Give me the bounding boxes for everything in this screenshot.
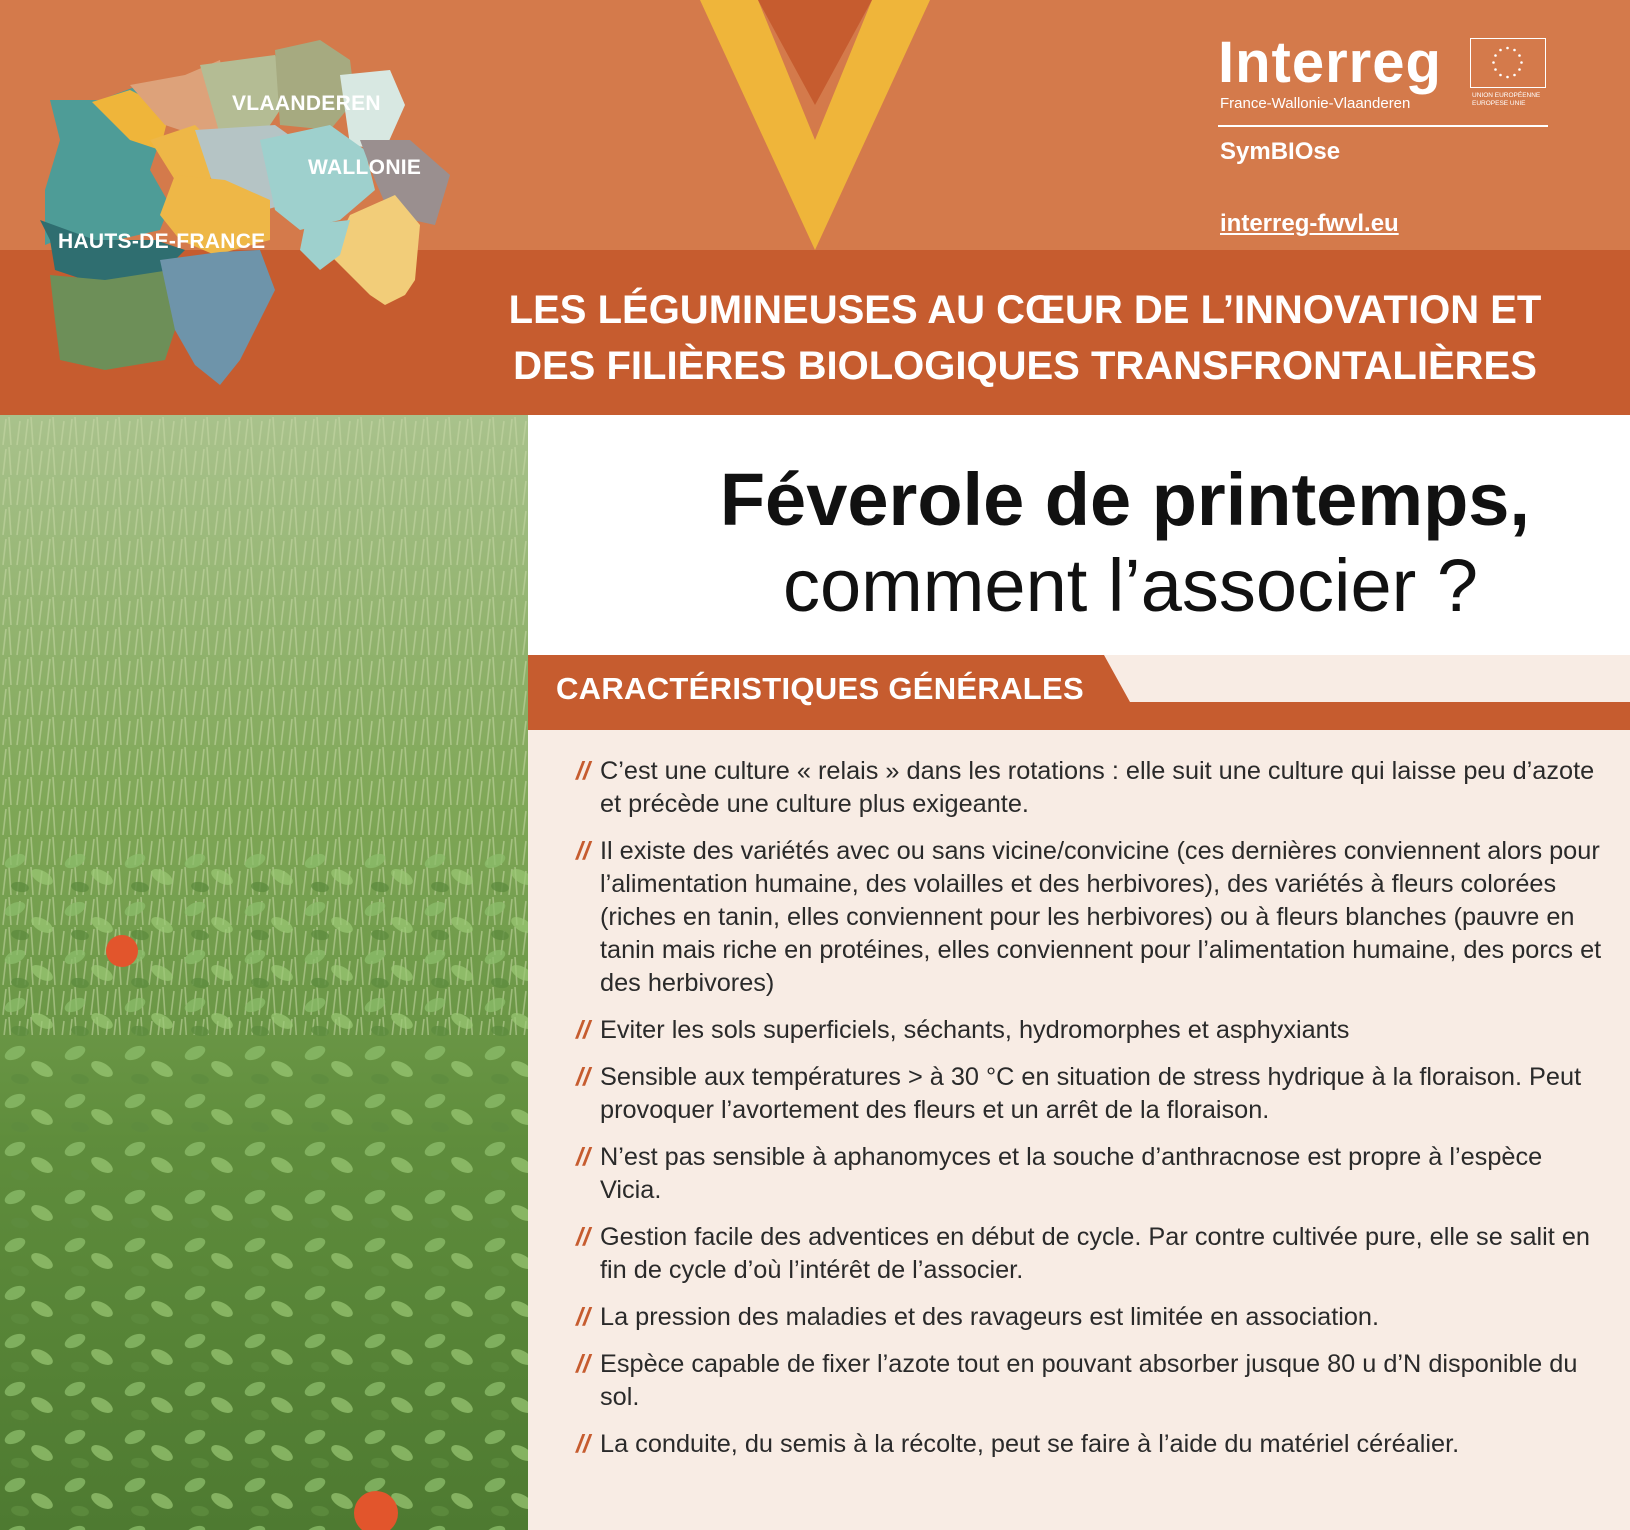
- list-item: [576, 1301, 1606, 1334]
- list-item-text: Sensible aux températures > à 30 °C en situation de stress hydrique à la floraison. Peut provoquer l’avortement des fleurs et un arrêt de la floraison.: [600, 1063, 1582, 1124]
- logo-wordmark: Interreg: [1218, 30, 1442, 95]
- project-name: SymBIOse: [1220, 138, 1341, 165]
- region-map: [20, 30, 480, 400]
- list-item-text: Il existe des variétés avec ou sans vicine/convicine (ces dernières conviennent alors pour l’alimentation humaine, des volailles et des herbivores), des variétés à fleurs colorées (riches en tanin, elles conviennent pour les herbivores) ou à fleurs blanches (pauvre en tanin mais riche en protéines, elles conviennent pour l’alimentation humaine, des porcs et des herbivores): [600, 837, 1602, 997]
- banner-line-1: LES LÉGUMINEUSES AU CŒUR DE L’INNOVATION ET: [508, 288, 1542, 332]
- list-item-text: Gestion facile des adventices en début de cycle. Par contre cultivée pure, elle se salit en fin de cycle d’où l’intérêt de l’associer.: [600, 1223, 1590, 1284]
- bullet-marker: //: [576, 1143, 591, 1171]
- field-photo: [0, 415, 528, 1530]
- characteristics-list: [576, 755, 1606, 1475]
- title-area: [528, 415, 1630, 655]
- list-item: [576, 1014, 1606, 1047]
- list-item-text: La conduite, du semis à la récolte, peut se faire à l’aide du matériel céréalier.: [600, 1430, 1460, 1458]
- list-item-text: Espèce capable de fixer l’azote tout en pouvant absorber jusque 80 u d’N disponible du sol.: [600, 1350, 1578, 1411]
- v-logo-shape: [700, 0, 930, 250]
- list-item: [576, 755, 1606, 821]
- list-item-text: C’est une culture « relais » dans les rotations : elle suit une culture qui laisse peu d’azote et précède une culture plus exigeante.: [600, 757, 1595, 818]
- list-item: [576, 1348, 1606, 1414]
- list-item: [576, 1221, 1606, 1287]
- list-item-text: N’est pas sensible à aphanomyces et la souche d’anthracnose est propre à l’espèce Vicia.: [600, 1143, 1543, 1204]
- map-label-vlaanderen: VLAANDEREN: [232, 92, 381, 115]
- bullet-marker: //: [576, 837, 591, 865]
- eu-text: [1472, 92, 1540, 108]
- page-title: Féverole de printemps,: [719, 458, 1530, 541]
- list-item: [576, 1061, 1606, 1127]
- section-title: CARACTÉRISTIQUES GÉNÉRALES: [556, 671, 1084, 706]
- map-label-wallonie: WALLONIE: [308, 156, 422, 179]
- eu-text-line2: EUROPESE UNIE: [1472, 100, 1526, 107]
- bullet-marker: //: [576, 757, 591, 785]
- header: [0, 0, 1630, 415]
- interreg-logo: [1218, 30, 1548, 270]
- bullet-marker: //: [576, 1350, 591, 1378]
- bullet-marker: //: [576, 1430, 591, 1458]
- content-panel: [528, 415, 1630, 1530]
- list-item: [576, 835, 1606, 1000]
- bullet-marker: //: [576, 1223, 591, 1251]
- page-subtitle: comment l’associer ?: [782, 544, 1478, 627]
- list-item-text: La pression des maladies et des ravageurs est limitée en association.: [600, 1303, 1380, 1331]
- banner-title: [470, 282, 1580, 394]
- list-item: [576, 1141, 1606, 1207]
- map-label-hauts-de-france: HAUTS-DE-FRANCE: [58, 230, 266, 253]
- banner-line-2: DES FILIÈRES BIOLOGIQUES TRANSFRONTALIÈRES: [513, 344, 1537, 388]
- bullet-marker: //: [576, 1063, 591, 1091]
- list-item: [576, 1428, 1606, 1461]
- logo-subtitle: France-Wallonie-Vlaanderen: [1220, 95, 1411, 112]
- logo-divider: [1218, 125, 1548, 127]
- eu-text-line1: UNION EUROPÉENNE: [1472, 92, 1541, 99]
- list-item-text: Eviter les sols superficiels, séchants, hydromorphes et asphyxiants: [600, 1016, 1350, 1044]
- eu-flag-icon: [1470, 38, 1546, 88]
- website-link[interactable]: interreg-fwvl.eu: [1220, 210, 1399, 237]
- bullet-marker: //: [576, 1303, 591, 1331]
- bullet-marker: //: [576, 1016, 591, 1044]
